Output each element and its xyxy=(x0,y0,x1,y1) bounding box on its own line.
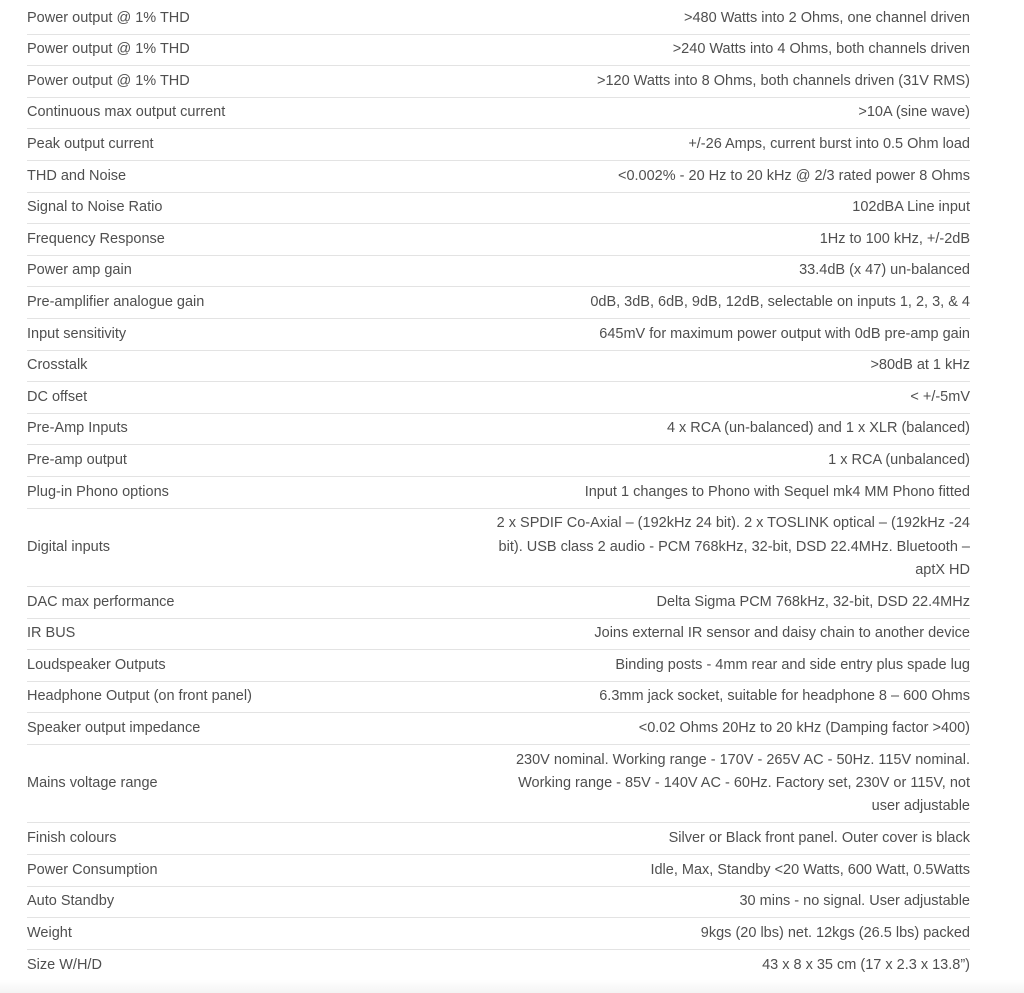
spec-row xyxy=(27,161,970,193)
spec-value: 645mV for maximum power output with 0dB pre-amp gain xyxy=(599,325,970,342)
spec-label: Crosstalk xyxy=(27,357,88,374)
spec-value: >240 Watts into 4 Ohms, both channels driven xyxy=(672,41,970,58)
spec-label: Mains voltage range xyxy=(27,775,158,792)
spec-label: Plug-in Phono options xyxy=(27,483,169,500)
spec-value: >480 Watts into 2 Ohms, one channel driven xyxy=(684,9,970,26)
spec-label: Power output @ 1% THD xyxy=(27,72,190,89)
spec-row xyxy=(27,287,970,319)
spec-label: Size W/H/D xyxy=(27,956,102,973)
spec-label: Pre-Amp Inputs xyxy=(27,420,128,437)
spec-row xyxy=(27,224,970,256)
spec-row xyxy=(27,823,970,855)
spec-row xyxy=(27,682,970,714)
spec-row xyxy=(27,713,970,745)
spec-value: 0dB, 3dB, 6dB, 9dB, 12dB, selectable on inputs 1, 2, 3, & 4 xyxy=(590,293,970,310)
spec-row xyxy=(27,98,970,130)
spec-label: Power Consumption xyxy=(27,861,158,878)
spec-label: Pre-amplifier analogue gain xyxy=(27,293,205,310)
spec-value: 43 x 8 x 35 cm (17 x 2.3 x 13.8”) xyxy=(762,956,970,973)
spec-row xyxy=(27,619,970,651)
spec-row xyxy=(27,855,970,887)
spec-row xyxy=(27,950,970,982)
spec-label: Pre-amp output xyxy=(27,451,127,468)
spec-label: Power output @ 1% THD xyxy=(27,9,190,26)
spec-label: Loudspeaker Outputs xyxy=(27,656,166,673)
spec-row xyxy=(27,887,970,919)
spec-label: Auto Standby xyxy=(27,893,115,910)
spec-label: Power amp gain xyxy=(27,262,132,279)
spec-value: 2 x SPDIF Co-Axial – (192kHz 24 bit). 2 x TOSLINK optical – (192kHz -24 bit). USB class 2 audio - PCM 768kHz, 32-bit, DSD 22.4MHz. Bluetooth – aptX HD xyxy=(496,515,970,578)
spec-row xyxy=(27,351,970,383)
spec-value: <0.02 Ohms 20Hz to 20 kHz (Damping factor >400) xyxy=(638,719,970,736)
spec-row xyxy=(27,319,970,351)
spec-row xyxy=(27,509,970,588)
spec-label: IR BUS xyxy=(27,625,76,642)
spec-label: THD and Noise xyxy=(27,167,127,184)
spec-label: Frequency Response xyxy=(27,230,165,247)
spec-value: >80dB at 1 kHz xyxy=(870,357,970,374)
spec-row xyxy=(27,35,970,67)
spec-row xyxy=(27,650,970,682)
spec-row xyxy=(27,445,970,477)
spec-row xyxy=(27,3,970,35)
spec-row xyxy=(27,745,970,824)
spec-value: +/-26 Amps, current burst into 0.5 Ohm load xyxy=(688,135,970,152)
spec-row xyxy=(27,256,970,288)
spec-value: >120 Watts into 8 Ohms, both channels driven (31V RMS) xyxy=(596,72,970,89)
bottom-fade xyxy=(0,980,1024,993)
spec-value: >10A (sine wave) xyxy=(858,104,970,121)
spec-row xyxy=(27,193,970,225)
spec-value: Joins external IR sensor and daisy chain to another device xyxy=(594,625,970,642)
spec-label: DC offset xyxy=(27,388,88,405)
spec-value: <0.002% - 20 Hz to 20 kHz @ 2/3 rated power 8 Ohms xyxy=(617,167,970,184)
spec-value: Delta Sigma PCM 768kHz, 32-bit, DSD 22.4MHz xyxy=(656,593,970,610)
spec-row xyxy=(27,66,970,98)
spec-value: 30 mins - no signal. User adjustable xyxy=(739,893,970,910)
spec-label: Weight xyxy=(27,924,72,941)
spec-label: Input sensitivity xyxy=(27,325,127,342)
spec-value: Silver or Black front panel. Outer cover is black xyxy=(668,830,970,847)
spec-row xyxy=(27,414,970,446)
spec-value: 4 x RCA (un-balanced) and 1 x XLR (balanced) xyxy=(666,420,970,437)
spec-value: 33.4dB (x 47) un-balanced xyxy=(799,262,970,279)
spec-label: Headphone Output (on front panel) xyxy=(27,688,252,705)
spec-value: Binding posts - 4mm rear and side entry plus spade lug xyxy=(615,656,970,673)
spec-label: Speaker output impedance xyxy=(27,719,201,736)
spec-value: 9kgs (20 lbs) net. 12kgs (26.5 lbs) packed xyxy=(700,924,970,941)
spec-value: 6.3mm jack socket, suitable for headphone 8 – 600 Ohms xyxy=(599,688,970,705)
spec-row xyxy=(27,129,970,161)
spec-row xyxy=(27,587,970,619)
spec-label: Continuous max output current xyxy=(27,104,226,121)
spec-row xyxy=(27,918,970,950)
spec-row xyxy=(27,382,970,414)
spec-value: 1 x RCA (unbalanced) xyxy=(828,451,970,468)
spec-label: Digital inputs xyxy=(27,538,111,555)
spec-value: 1Hz to 100 kHz, +/-2dB xyxy=(819,230,970,247)
spec-value: Idle, Max, Standby <20 Watts, 600 Watt, 0.5Watts xyxy=(650,861,970,878)
spec-value: < +/-5mV xyxy=(910,388,970,405)
spec-label: Power output @ 1% THD xyxy=(27,41,190,58)
spec-label: Peak output current xyxy=(27,135,154,152)
spec-label: DAC max performance xyxy=(27,593,175,610)
spec-label: Signal to Noise Ratio xyxy=(27,199,163,216)
spec-label: Finish colours xyxy=(27,830,117,847)
spec-value: 102dBA Line input xyxy=(852,199,970,216)
spec-table xyxy=(27,3,970,981)
spec-row xyxy=(27,477,970,509)
spec-value: 230V nominal. Working range - 170V - 265V AC - 50Hz. 115V nominal. Working range - 85V - 140V AC - 60Hz. Factory set, 230V or 115V, not user adjustable xyxy=(515,751,970,815)
spec-value: Input 1 changes to Phono with Sequel mk4 MM Phono fitted xyxy=(584,483,970,500)
